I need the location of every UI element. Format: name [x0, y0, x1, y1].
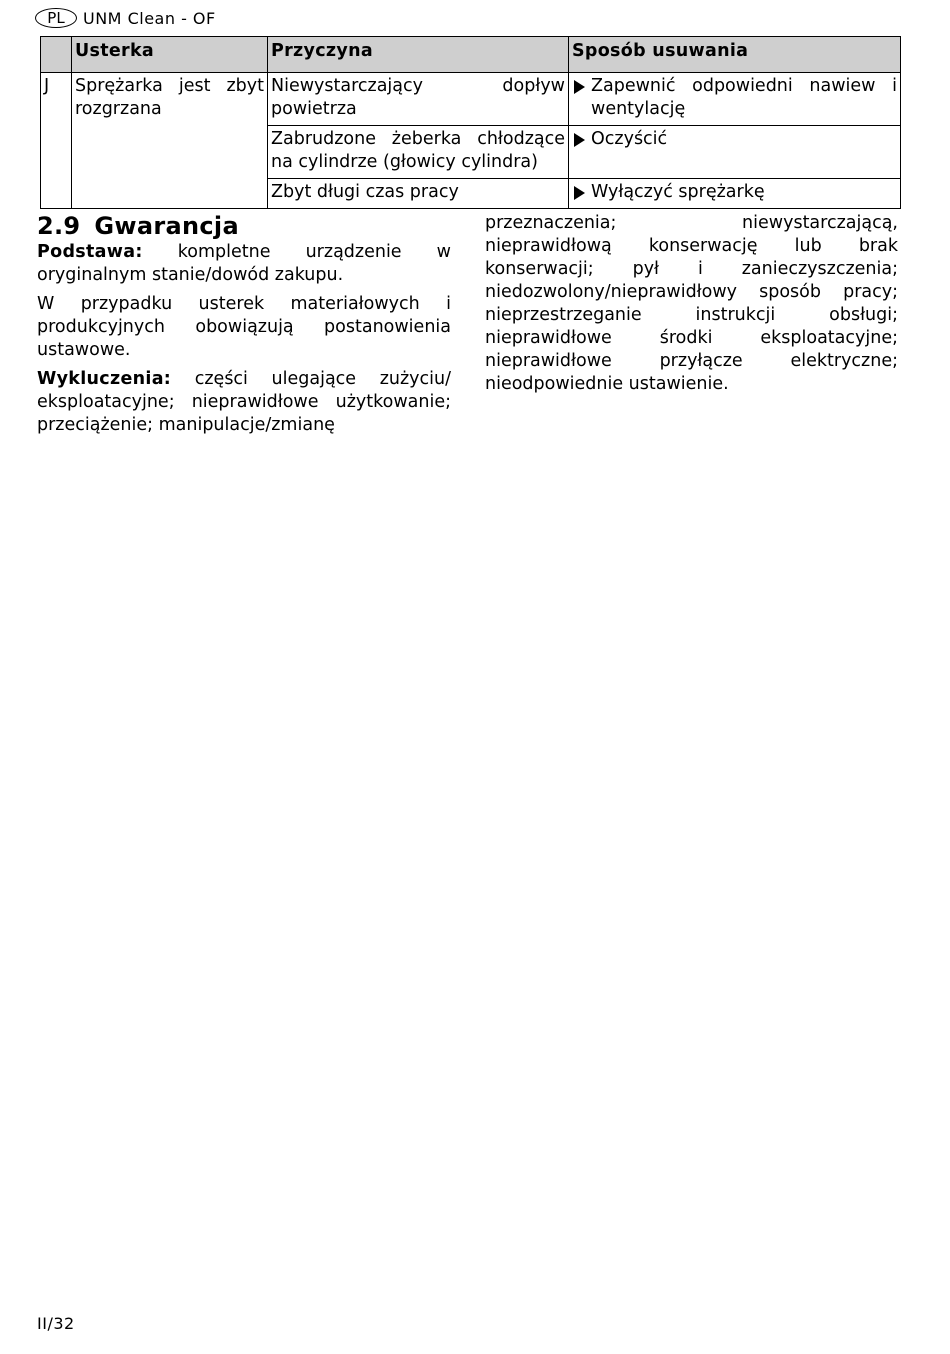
section-heading: [37, 212, 451, 240]
fault-description: Sprężarka jest zbyt rozgrzana: [72, 73, 268, 209]
basis-text: kompletne urządzenie w oryginalnym stanie/dowód zakupu.: [37, 242, 451, 285]
exclusions-paragraph: [37, 368, 451, 437]
exclusions-label: Wykluczenia:: [37, 369, 172, 389]
page-header: [35, 6, 216, 30]
cause-cell: Zbyt długi czas pracy: [268, 179, 569, 209]
basis-label: Podstawa:: [37, 242, 143, 262]
exclusions-text: części ulegające zużyciu/ eksploatacyjne; nieprawidłowe użytkowanie; przeciążenie; manipulacje/zmianę: [37, 369, 451, 435]
column-header-code: [41, 37, 72, 73]
warranty-section-right-column: [485, 212, 898, 402]
table-header-row: [41, 37, 901, 73]
table-row: [41, 73, 901, 126]
document-title: UNM Clean - OF: [83, 8, 216, 28]
remedy-text: Zapewnić odpowiedni nawiew i wentylację: [591, 76, 897, 119]
cause-cell: Niewystarczający dopływ powietrza: [268, 73, 569, 126]
warranty-section-left-column: [37, 212, 451, 443]
column-header-cause: Przyczyna: [268, 37, 569, 73]
column-header-remedy: Sposób usuwania: [569, 37, 901, 73]
language-badge: PL: [35, 8, 77, 28]
troubleshooting-table: [40, 36, 901, 209]
remedy-cell: [569, 73, 901, 126]
fault-code: J: [41, 73, 72, 209]
remedy-cell: [569, 179, 901, 209]
exclusions-continued-paragraph: przeznaczenia; niewystarczającą, nieprawidłową konserwację lub brak konserwacji; pył i zanieczyszczenia; niedozwolony/nieprawidłowy sposób pracy; nieprzestrzeganie instrukcji obsługi; nieprawidłowe środki eksploatacyjne; nieprawidłowe przyłącze elektryczne; nieodpowiednie ustawienie.: [485, 213, 898, 394]
column-header-fault: Usterka: [72, 37, 268, 73]
remedy-text: Wyłączyć sprężarkę: [591, 182, 765, 202]
arrow-right-icon: [574, 186, 585, 200]
arrow-right-icon: [574, 133, 585, 147]
arrow-right-icon: [574, 80, 585, 94]
basis-paragraph: [37, 241, 451, 287]
remedy-cell: [569, 126, 901, 179]
cause-cell: Zabrudzone żeberka chłodzące na cylindrze (głowicy cylindra): [268, 126, 569, 179]
remedy-text: Oczyścić: [591, 129, 668, 149]
page-number: II/32: [37, 1314, 75, 1333]
defects-paragraph: W przypadku usterek materiałowych i produkcyjnych obowiązują postanowienia ustawowe.: [37, 294, 451, 360]
section-title: Gwarancja: [94, 212, 239, 240]
section-number: 2.9: [37, 212, 81, 240]
